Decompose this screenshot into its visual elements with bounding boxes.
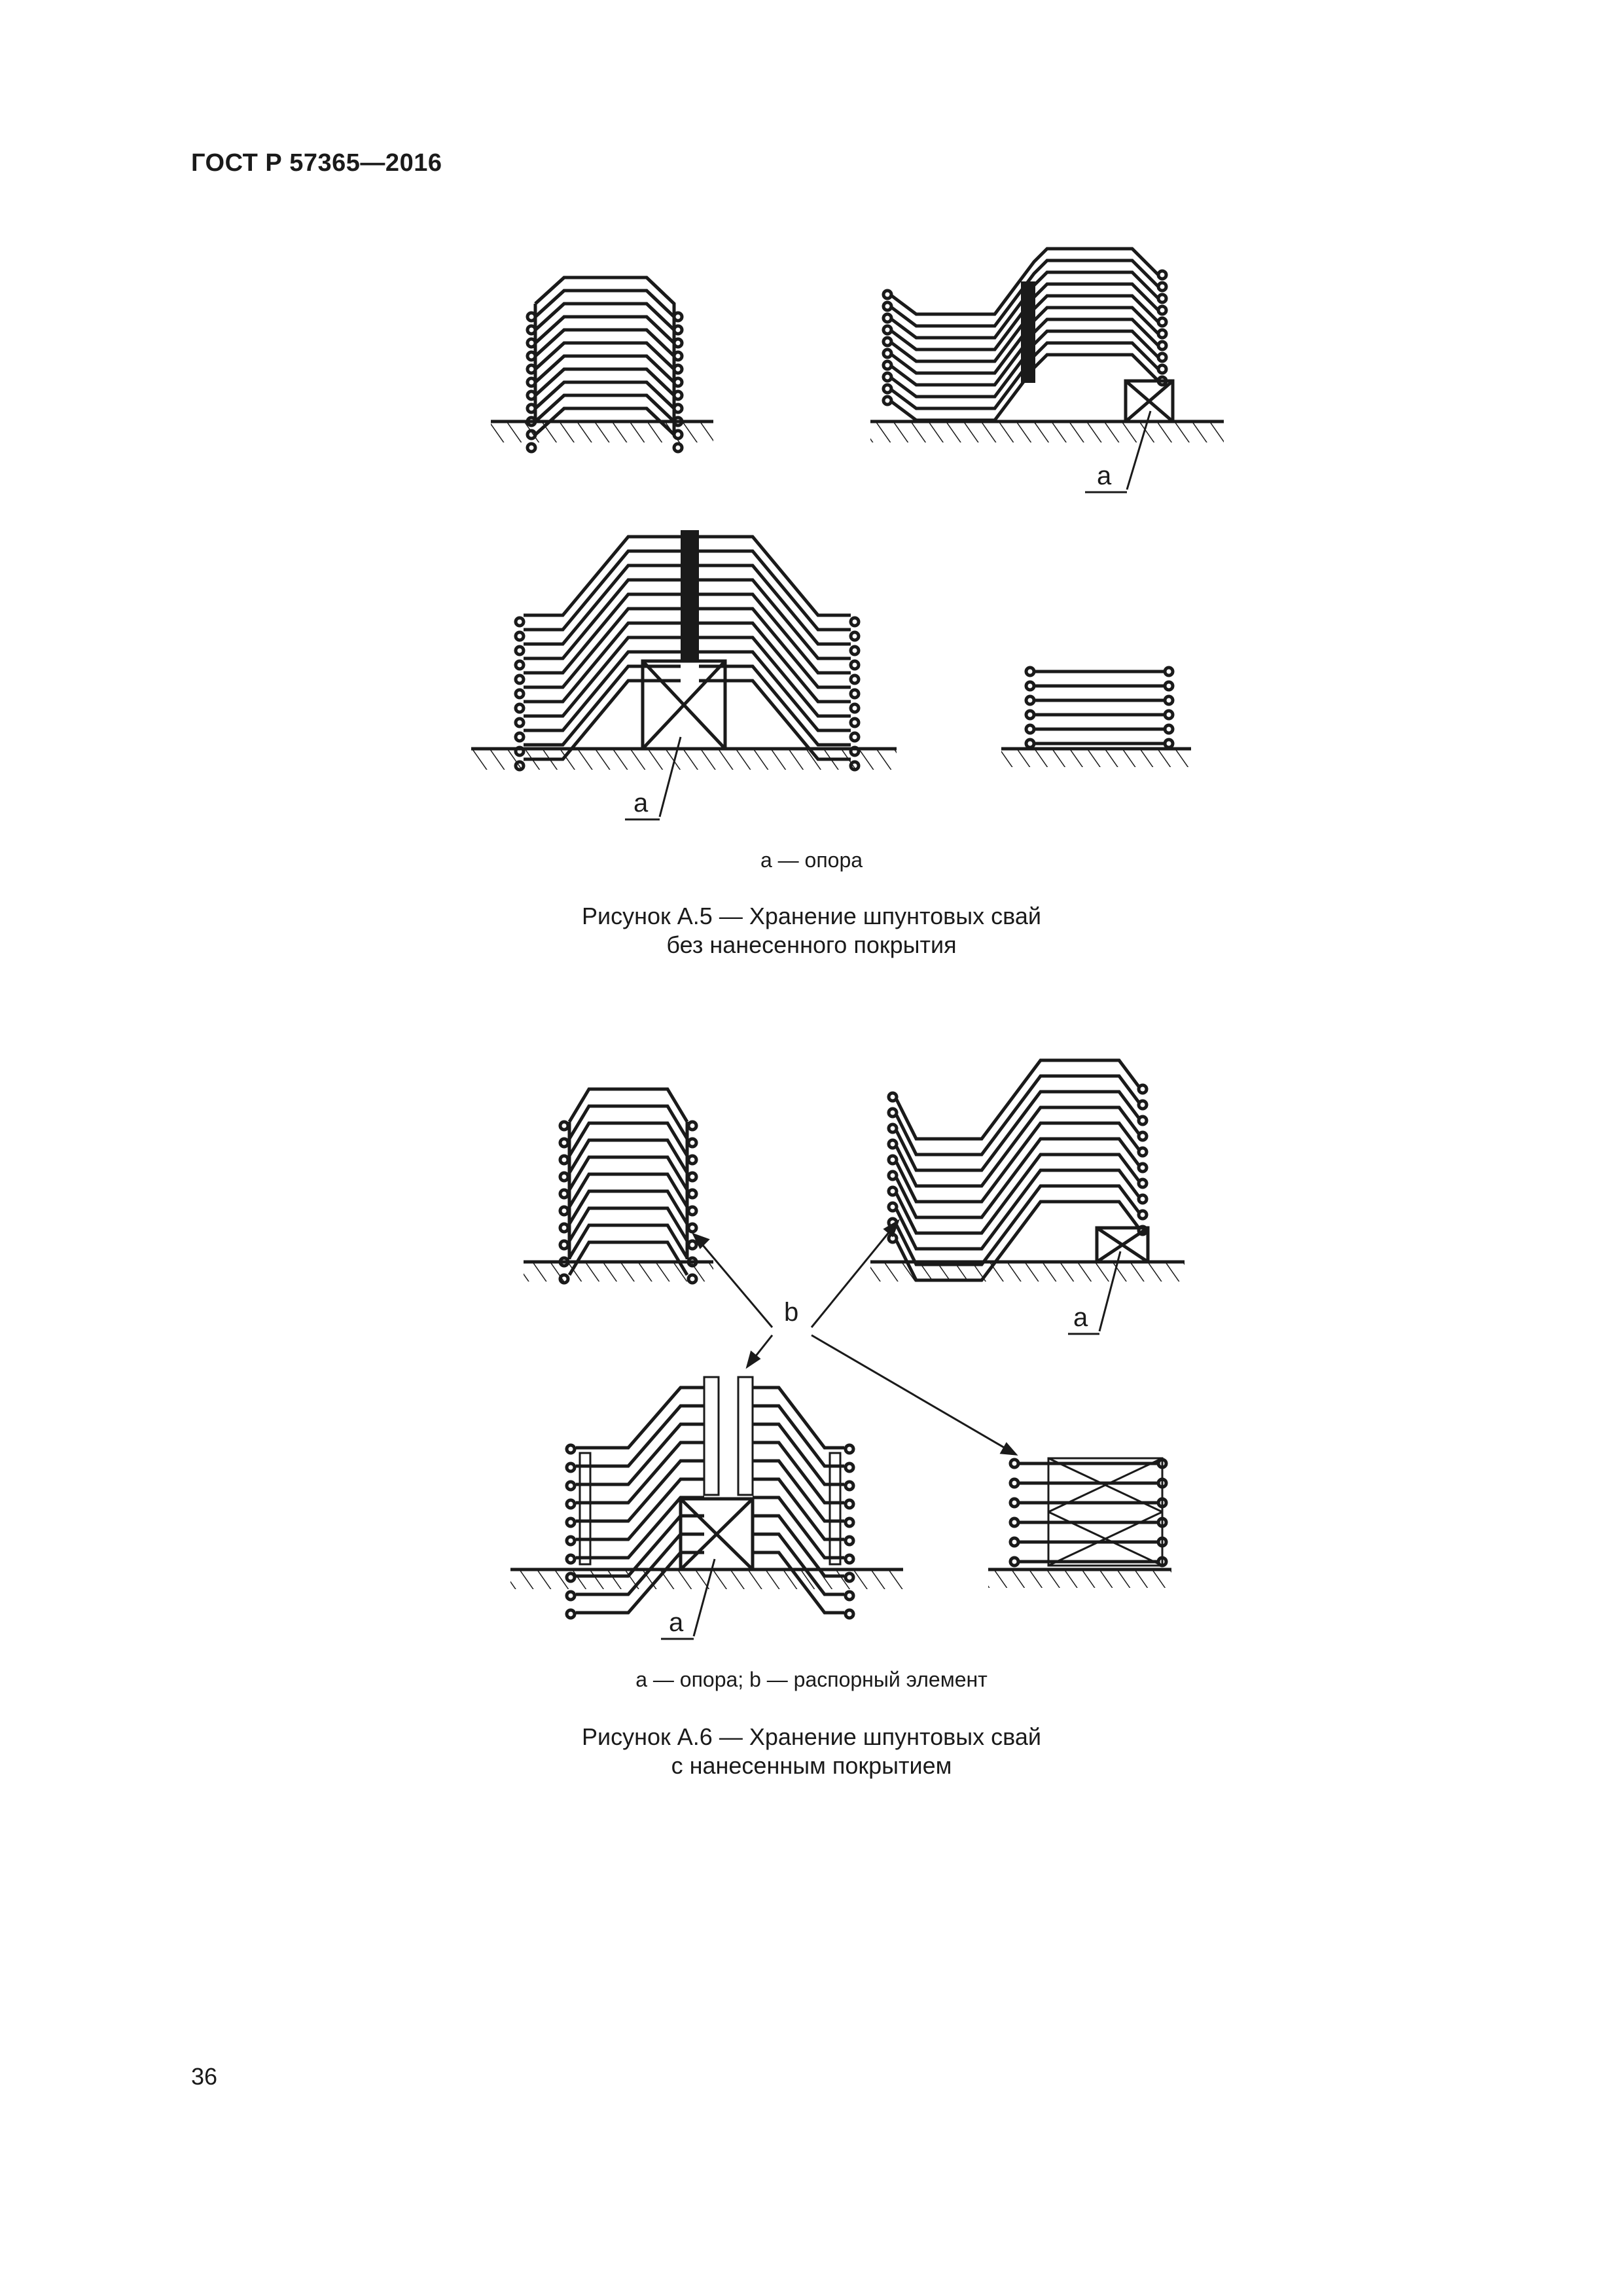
interlock-icon: [1165, 696, 1173, 704]
interlock-icon: [1010, 1479, 1018, 1487]
a6-stack-on-support: [870, 1060, 1185, 1334]
interlock-icon: [560, 1241, 568, 1249]
interlock-icon: [889, 1172, 897, 1179]
callout-b-label: b: [784, 1298, 799, 1327]
figure-a6-caption-line2: с нанесенным покрытием: [671, 1752, 952, 1779]
interlock-icon: [1026, 682, 1034, 690]
interlock-icon: [1165, 740, 1173, 747]
callout-a-label: a: [1073, 1303, 1088, 1332]
interlock-icon: [567, 1445, 575, 1453]
interlock-icon: [846, 1610, 853, 1618]
interlock-icon: [1158, 318, 1166, 326]
interlock-icon: [560, 1224, 568, 1232]
interlock-icon: [1010, 1499, 1018, 1507]
interlock-icon: [1158, 353, 1166, 361]
sheet-pile-profile: [897, 1060, 1139, 1139]
interlock-icon: [560, 1173, 568, 1181]
a5-stack-pyramid: [471, 530, 897, 819]
figure-a5-caption-line1: Рисунок А.5 — Хранение шпунтовых свай: [582, 903, 1041, 929]
interlock-icon: [1139, 1211, 1147, 1219]
interlock-icon: [883, 350, 891, 357]
sheet-pile-profile: [753, 1388, 844, 1448]
interlock-icon: [889, 1140, 897, 1148]
interlock-icon: [1165, 711, 1173, 719]
interlock-icon: [567, 1592, 575, 1600]
interlock-icon: [527, 444, 535, 452]
callout-a-label: a: [1097, 461, 1112, 490]
interlock-icon: [1158, 271, 1166, 279]
a5-stack-flat: [1001, 668, 1191, 767]
sheet-pile-profile: [897, 1076, 1139, 1155]
interlock-icon: [851, 618, 859, 626]
a6-stack-flat: [988, 1458, 1171, 1588]
interlock-icon: [560, 1122, 568, 1130]
interlock-icon: [846, 1592, 853, 1600]
a6-stack-pyramid: [510, 1377, 903, 1639]
interlock-icon: [688, 1207, 696, 1215]
interlock-icon: [567, 1518, 575, 1526]
support-box: [643, 661, 725, 749]
interlock-icon: [851, 690, 859, 698]
interlock-icon: [1010, 1518, 1018, 1526]
interlock-icon: [1139, 1132, 1147, 1140]
interlock-icon: [889, 1203, 897, 1211]
interlock-icon: [1026, 668, 1034, 675]
figure-a5: [471, 249, 1224, 819]
interlock-icon: [846, 1445, 853, 1453]
interlock-icon: [1026, 711, 1034, 719]
interlock-icon: [846, 1500, 853, 1508]
interlock-icon: [1139, 1101, 1147, 1109]
interlock-icon: [851, 704, 859, 712]
interlock-icon: [1139, 1195, 1147, 1203]
sheet-pile-profile: [524, 652, 681, 730]
interlock-icon: [846, 1555, 853, 1563]
sheet-pile-profile: [897, 1186, 1139, 1265]
interlock-icon: [567, 1610, 575, 1618]
interlock-icon: [516, 647, 524, 655]
interlock-icon: [516, 618, 524, 626]
sheet-pile-profile: [524, 551, 681, 630]
a5-stack-on-support: [870, 249, 1224, 492]
interlock-icon: [688, 1224, 696, 1232]
interlock-icon: [1139, 1085, 1147, 1093]
interlock-icon: [1026, 725, 1034, 733]
interlock-icon: [846, 1482, 853, 1490]
sheet-pile-profile: [897, 1170, 1139, 1249]
figure-a6: [510, 1060, 1185, 1639]
interlock-icon: [516, 704, 524, 712]
interlock-icon: [688, 1190, 696, 1198]
interlock-icon: [567, 1463, 575, 1471]
interlock-icon: [674, 444, 682, 452]
interlock-icon: [889, 1187, 897, 1195]
interlock-icon: [1010, 1558, 1018, 1566]
interlock-icon: [889, 1109, 897, 1117]
interlock-icon: [1158, 295, 1166, 302]
interlock-icon: [883, 397, 891, 404]
callout-a-label: a: [669, 1608, 684, 1637]
interlock-icon: [1158, 342, 1166, 350]
interlock-icon: [1139, 1148, 1147, 1156]
interlock-icon: [851, 632, 859, 640]
interlock-icon: [1139, 1117, 1147, 1124]
sheet-pile-profile: [576, 1388, 704, 1448]
figure-a5-legend: а — опора: [760, 848, 863, 872]
interlock-icon: [516, 719, 524, 726]
sheet-pile-profile: [897, 1155, 1139, 1233]
sheet-pile-profile: [897, 1123, 1139, 1202]
interlock-icon: [688, 1156, 696, 1164]
interlock-icon: [851, 675, 859, 683]
interlock-icon: [1158, 283, 1166, 291]
figure-a6-caption-line1: Рисунок А.6 — Хранение шпунтовых свай: [582, 1723, 1041, 1750]
a5-stack-hat: [491, 278, 713, 452]
sheet-pile-profile: [524, 580, 681, 658]
interlock-icon: [516, 733, 524, 741]
sheet-pile-profile: [897, 1139, 1139, 1217]
interlock-icon: [560, 1139, 568, 1147]
interlock-icon: [560, 1190, 568, 1198]
sheet-pile-profile: [524, 565, 681, 644]
callout-b-leaders: [694, 1221, 1016, 1454]
interlock-icon: [560, 1207, 568, 1215]
interlock-icon: [883, 291, 891, 298]
interlock-icon: [851, 719, 859, 726]
interlock-icon: [1158, 306, 1166, 314]
interlock-icon: [883, 302, 891, 310]
support-box: [1097, 1228, 1148, 1262]
interlock-icon: [516, 690, 524, 698]
sheet-pile-profile: [897, 1092, 1139, 1170]
figure-a6-caption: [0, 1723, 1623, 1780]
interlock-icon: [1139, 1164, 1147, 1172]
interlock-icon: [883, 326, 891, 334]
interlock-icon: [1158, 330, 1166, 338]
interlock-icon: [1165, 668, 1173, 675]
interlock-icon: [516, 675, 524, 683]
interlock-icon: [883, 385, 891, 393]
interlock-icon: [883, 338, 891, 346]
interlock-icon: [889, 1093, 897, 1101]
interlock-icon: [567, 1555, 575, 1563]
interlock-icon: [883, 373, 891, 381]
figure-a5-caption-line2: без нанесенного покрытия: [666, 931, 957, 958]
interlock-icon: [560, 1156, 568, 1164]
interlock-icon: [889, 1124, 897, 1132]
interlock-icon: [688, 1122, 696, 1130]
interlock-icon: [883, 361, 891, 369]
interlock-icon: [851, 733, 859, 741]
interlock-icon: [1026, 696, 1034, 704]
interlock-icon: [846, 1463, 853, 1471]
interlock-icon: [516, 632, 524, 640]
interlock-icon: [883, 314, 891, 322]
interlock-icon: [889, 1156, 897, 1164]
a6-stack-hat: [524, 1089, 713, 1283]
interlock-icon: [567, 1500, 575, 1508]
interlock-icon: [567, 1537, 575, 1545]
interlock-icon: [1158, 365, 1166, 373]
interlock-icon: [846, 1537, 853, 1545]
interlock-icon: [567, 1482, 575, 1490]
interlock-icon: [688, 1241, 696, 1249]
interlock-icon: [846, 1518, 853, 1526]
interlock-icon: [851, 661, 859, 669]
interlock-icon: [851, 647, 859, 655]
interlock-icon: [688, 1139, 696, 1147]
figure-a5-caption: [0, 902, 1623, 960]
interlock-icon: [1010, 1538, 1018, 1546]
interlock-icon: [1165, 682, 1173, 690]
document-header: ГОСТ Р 57365—2016: [191, 149, 442, 177]
sheet-pile-profile: [524, 537, 681, 615]
interlock-icon: [1139, 1179, 1147, 1187]
figure-a6-legend: а — опора; b — распорный элемент: [635, 1668, 988, 1691]
sheet-pile-profile: [897, 1107, 1139, 1186]
interlock-icon: [688, 1173, 696, 1181]
spacer-element: [1048, 1458, 1162, 1566]
interlock-icon: [1010, 1460, 1018, 1467]
page-number: 36: [191, 2063, 218, 2090]
callout-a-label: a: [633, 789, 649, 817]
interlock-icon: [1165, 725, 1173, 733]
interlock-icon: [1026, 740, 1034, 747]
interlock-icon: [516, 661, 524, 669]
